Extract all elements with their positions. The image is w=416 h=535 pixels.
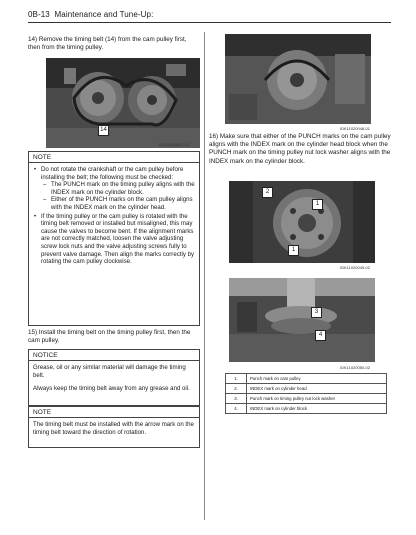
engine-photo-timing-pulley (229, 278, 375, 362)
legend-row (226, 384, 387, 394)
note-1-bullet-2-text: If the timing pulley or the cam pulley is rotated with the timing belt removed or installed but misaligned, this may cause the valves to become bent. If the alignment marks are not correctly matched, loosen the valve adjusting screw lock nuts and the valve adjusting screws fully to prevent valve damage. (41, 212, 194, 258)
legend-table (225, 373, 387, 414)
callout-14: 14 (98, 125, 109, 136)
legend-row (226, 404, 387, 414)
engine-photo-belt-removal (46, 58, 200, 148)
header-divider (28, 22, 391, 23)
column-divider (204, 32, 205, 520)
callout-3: 3 (311, 307, 322, 318)
note-1-bullet-1 (33, 166, 195, 212)
step-15-text: 15) Install the timing belt on the timing pulley first, then the cam pulley. (28, 329, 191, 345)
figure-id-48: IDK11020048-01 (340, 126, 370, 131)
notice-title: NOTICE (29, 350, 199, 361)
note-1-title: NOTE (29, 152, 199, 163)
step-14-text: 14) Remove the timing belt (14) from the cam pulley first, then from the timing pulley. (28, 36, 187, 52)
notice-box (28, 349, 200, 406)
figure-id-49: IDK11020049-02 (340, 265, 370, 270)
legend-num: 3. (226, 394, 247, 404)
callout-2: 2 (262, 187, 273, 198)
note-2-text: The timing belt must be installed with the arrow mark on the timing belt toward the direction of rotation. (33, 421, 194, 436)
notice-para-1: Grease, oil or any similar material will damage the timing belt. (33, 364, 186, 379)
note-1-bullet-1-text: Do not rotate the crankshaft or the cam pulley before installing the belt; the following must be checked: (41, 166, 184, 181)
section-title: Maintenance and Tune-Up: (54, 10, 154, 19)
notice-para-2: Always keep the timing belt away from any grease and oil. (33, 385, 190, 393)
callout-4: 4 (315, 330, 326, 341)
note-box-1 (28, 151, 200, 326)
note-box-2 (28, 406, 200, 448)
legend-num: 1. (226, 374, 247, 384)
legend-label: INDEX mark on cylinder block (247, 404, 387, 414)
page-ref: 0B-13 (28, 10, 50, 19)
figure-id-50: IDK11020050-02 (340, 365, 370, 370)
legend-row (226, 374, 387, 384)
note-1-bullet-2 (33, 213, 195, 266)
legend-label: INDEX mark on cylinder head (247, 384, 387, 394)
note-1-bullet-2-extra: Then align the marks correctly by rotating the cam pulley clockwise. (41, 250, 194, 266)
page-header (28, 10, 153, 19)
note-1-sub-1: – The PUNCH mark on the timing pulley aligns with the INDEX mark on the cylinder block. (43, 181, 195, 196)
note-2-title: NOTE (29, 407, 199, 418)
figure-id-47: IDK11020047-01 (159, 142, 189, 147)
callout-1-upper: 1 (312, 199, 323, 210)
callout-1-lower: 1 (288, 245, 299, 256)
legend-num: 4. (226, 404, 247, 414)
step-16-text: 16) Make sure that either of the PUNCH marks on the cam pulley aligns with the INDEX mark on the cylinder head block when the PUNCH mark on the timing pulley nut lock washer aligns with the INDEX mark on the cylinder block. (209, 133, 391, 165)
note-1-sub-2: – Either of the PUNCH marks on the cam pulley aligns with the INDEX mark on the cylinder head. (43, 196, 195, 211)
legend-label: Punch mark on timing pulley nut lock washer (247, 394, 387, 404)
engine-photo-cam-pulley (229, 181, 375, 263)
legend-num: 2. (226, 384, 247, 394)
legend-label: Punch mark on cam pulley (247, 374, 387, 384)
engine-photo-timing-marks (225, 34, 371, 124)
note-1-bullets (33, 166, 195, 266)
legend-row (226, 394, 387, 404)
